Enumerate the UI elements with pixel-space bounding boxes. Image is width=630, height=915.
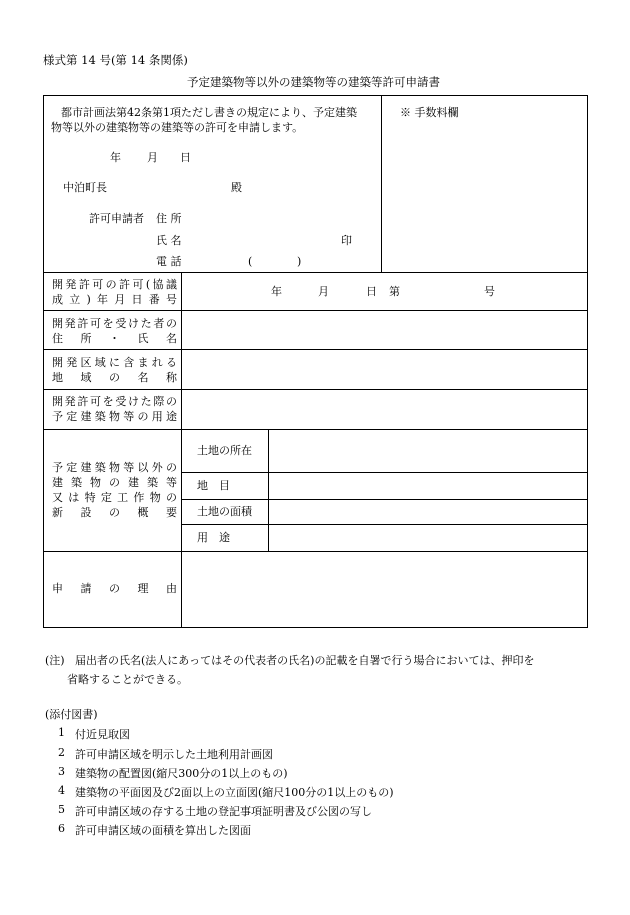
attachment-text: 許可申請区域を明示した土地利用計画図: [75, 748, 273, 761]
area-name-label-2: 地域の名称: [52, 371, 177, 384]
permit-number-label-2: 成立)年月日番号: [52, 293, 177, 306]
attachment-text: 許可申請区域の存する土地の登記事項証明書及び公図の写し: [75, 805, 372, 818]
reason-label: 申請の理由: [52, 582, 177, 595]
note-line-1: 届出者の氏名(法人にあってはその代表者の氏名)の記載を自署で行う場合においては、押印を: [75, 654, 535, 667]
row-divider: [181, 524, 587, 525]
phone-paren-open: (: [248, 255, 253, 268]
row-divider: [44, 349, 587, 350]
date-day: 日: [180, 151, 191, 164]
attachment-text: 付近見取図: [75, 728, 130, 741]
fee-column-label: ※ 手数料欄: [400, 106, 459, 119]
date-year: 年: [110, 151, 121, 164]
overview-label-2: 建築物の建築等: [52, 476, 177, 489]
use-label: 用 途: [197, 531, 230, 544]
phone-paren-close: ): [297, 255, 302, 268]
row-divider: [44, 272, 587, 273]
attachment-number: 2: [58, 746, 65, 759]
attachment-number: 6: [58, 822, 65, 835]
label-column-divider: [181, 272, 182, 627]
attachment-number: 3: [58, 765, 65, 778]
row-divider: [44, 310, 587, 311]
note-marker: (注): [45, 654, 65, 667]
planned-use-label-1: 開発許可を受けた際の: [52, 395, 177, 408]
sublabel-column-divider: [268, 429, 269, 551]
permit-number-label-1: 開発許可の許可(協議: [52, 278, 177, 291]
location-label: 土地の所在: [197, 444, 252, 457]
statement-line-2: 物等以外の建築物等の建築等の許可を申請します。: [51, 121, 304, 134]
planned-use-label-2: 予定建築物等の用途: [52, 410, 177, 423]
applicant-label: 許可申請者: [89, 212, 144, 225]
permit-no-suffix: 号: [484, 285, 495, 298]
form-number: 様式第 14 号(第 14 条関係): [43, 53, 188, 67]
honorific: 殿: [231, 181, 242, 194]
row-divider: [181, 499, 587, 500]
permit-day: 日: [366, 285, 377, 298]
permit-no-prefix: 第: [389, 285, 400, 298]
statement-line-1: 都市計画法第42条第1項ただし書きの規定により、予定建築: [61, 106, 357, 119]
land-category-label: 地 目: [197, 479, 230, 492]
land-area-label: 土地の面積: [197, 505, 252, 518]
seal-mark: 印: [341, 234, 352, 247]
form-title: 予定建築物等以外の建築物等の建築等許可申請書: [187, 75, 440, 89]
application-form-table: [43, 95, 588, 628]
area-name-label-1: 開発区域に含まれる: [52, 356, 177, 369]
overview-label-4: 新設の概要: [52, 506, 177, 519]
permittee-label-2: 住所・氏名: [52, 332, 177, 345]
attachment-text: 建築物の配置図(縮尺300分の1以上のもの): [75, 767, 288, 780]
attachments-heading: (添付図書): [45, 708, 98, 721]
attachment-number: 4: [58, 784, 65, 797]
attachment-number: 1: [58, 726, 65, 739]
permittee-label-1: 開発許可を受けた者の: [52, 317, 177, 330]
row-divider: [181, 472, 587, 473]
permit-month: 月: [318, 285, 329, 298]
date-month: 月: [147, 151, 158, 164]
note-line-2: 省略することができる。: [67, 673, 188, 686]
permit-year: 年: [271, 285, 282, 298]
overview-label-3: 又は特定工作物の: [52, 491, 177, 504]
phone-label: 電 話: [156, 255, 182, 268]
fee-column-divider: [381, 96, 382, 272]
overview-label-1: 予定建築物等以外の: [52, 461, 177, 474]
attachment-text: 建築物の平面図及び2面以上の立面図(縮尺100分の1以上のもの): [75, 786, 394, 799]
row-divider: [44, 429, 587, 430]
address-label: 住 所: [156, 212, 182, 225]
row-divider: [44, 389, 587, 390]
row-divider: [44, 551, 587, 552]
name-label: 氏 名: [156, 234, 182, 247]
addressee: 中泊町長: [63, 181, 107, 194]
attachment-number: 5: [58, 803, 65, 816]
attachment-text: 許可申請区域の面積を算出した図面: [75, 824, 251, 837]
